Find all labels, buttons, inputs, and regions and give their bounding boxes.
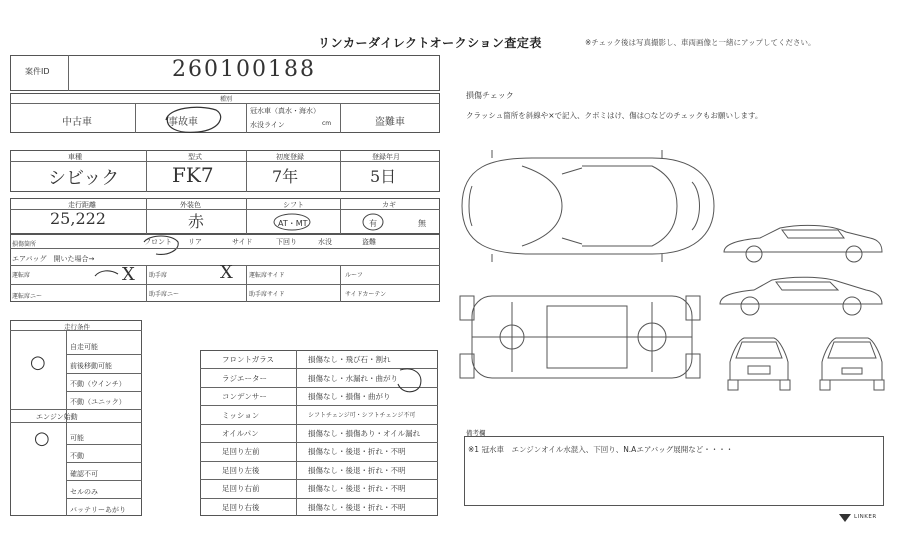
airbag-passenger-knee[interactable]: 助手席ニー <box>149 291 180 298</box>
engine-no[interactable]: 不動 <box>70 452 84 460</box>
check-row-label: オイルパン <box>222 429 259 438</box>
check-row-label: 足回り左前 <box>222 447 260 457</box>
drive-unic[interactable]: 不動（ユニック） <box>70 398 126 406</box>
linker-logo-icon <box>838 512 852 524</box>
damage-rear[interactable]: リア <box>188 238 202 246</box>
check-row-options[interactable]: 損傷なし・後退・折れ・不明 <box>308 484 406 494</box>
check-row-options[interactable]: 損傷なし・水漏れ・曲がり <box>308 373 398 383</box>
check-row-label: 足回り左後 <box>222 465 260 475</box>
check-row-divider <box>200 461 438 462</box>
remarks-label: 備考欄 <box>466 429 486 437</box>
vehicle-reg-header: 初度登録 <box>276 153 304 161</box>
damage-underside[interactable]: 下回り <box>276 238 297 246</box>
check-row-divider <box>200 442 438 443</box>
footer-logo: LINKER <box>854 514 877 520</box>
inspection-title: 損傷チェック <box>466 91 514 100</box>
check-row-divider <box>200 424 438 425</box>
header-note: ※チェック後は写真撮影し、車両画像と一緒にアップしてください。 <box>585 38 816 47</box>
key-yes[interactable]: 有 <box>369 219 377 228</box>
key-no[interactable]: 無 <box>418 219 426 228</box>
shift-header: シフト <box>283 201 304 209</box>
engine-unknown[interactable]: 確認不可 <box>70 470 98 478</box>
drive-header: 走行条件 <box>64 323 90 331</box>
car-side-view-2 <box>716 272 886 318</box>
key-circle-mark <box>360 211 386 233</box>
drive-mark: ○ <box>30 352 46 373</box>
airbag-mark-1: X <box>122 264 135 285</box>
damage-side[interactable]: サイド <box>232 238 253 246</box>
check-row-options[interactable]: 損傷なし・後退・折れ・不明 <box>308 465 406 475</box>
car-front-view <box>722 330 796 392</box>
airbag-driver[interactable]: 運転席 <box>12 272 31 279</box>
damage-label: 損傷箇所 <box>12 241 37 248</box>
damage-flood[interactable]: 水没 <box>318 238 332 246</box>
car-top-view-diagram <box>452 146 722 266</box>
airbag-passenger[interactable]: 助手席 <box>149 272 168 279</box>
check-row-options[interactable]: 損傷なし・損傷・曲がり <box>308 392 391 402</box>
key-header: カギ <box>382 201 396 209</box>
check-row-label: ラジエーター <box>222 373 267 383</box>
form-title: リンカーダイレクトオークション査定表 <box>318 36 542 50</box>
car-underside-diagram <box>452 282 707 392</box>
water-line-label: 水没ライン <box>250 121 285 129</box>
check-row-divider <box>200 479 438 480</box>
mileage-value[interactable]: 25,222 <box>50 209 106 228</box>
drive-move[interactable]: 前後移動可能 <box>70 362 112 370</box>
water-label: 冠水車（真水・海水） <box>250 107 320 115</box>
color-header: 外装色 <box>180 201 201 209</box>
damage-theft[interactable]: 盗難 <box>362 238 376 246</box>
remarks-text: ※1 冠水車 エンジンオイル水混入、下回り、N.Aエアバッグ展開など・・・・ <box>468 445 734 454</box>
drive-winch[interactable]: 不動（ウインチ） <box>70 380 126 388</box>
airbag-mark-2: X <box>220 262 233 283</box>
category-label: 種別 <box>220 96 233 103</box>
airbag-roof[interactable]: ルーフ <box>345 272 363 279</box>
airbag-driver-knee[interactable]: 運転席ニー <box>12 293 43 300</box>
radiator-circle-mark <box>392 364 426 396</box>
check-row-label: コンデンサー <box>222 392 267 402</box>
check-row-divider <box>200 405 438 406</box>
check-row-options[interactable]: 損傷なし・後退・折れ・不明 <box>308 502 406 512</box>
category-accident-car[interactable]: 事故車 <box>168 117 198 128</box>
engine-cell[interactable]: セルのみ <box>70 488 98 496</box>
case-id-value[interactable]: 260100188 <box>172 57 316 82</box>
airbag-passenger-side[interactable]: 助手席サイド <box>249 291 285 298</box>
drive-self[interactable]: 自走可能 <box>70 343 98 351</box>
shift-circle-mark <box>270 211 318 233</box>
inspection-desc: クラッシュ箇所を斜線や×で記入、クボミはけ、傷は○などのチェックもお願いします。 <box>466 111 763 120</box>
engine-ok[interactable]: 可能 <box>70 434 84 442</box>
check-row-divider <box>200 498 438 499</box>
engine-header: エンジン始動 <box>36 413 78 421</box>
accident-circle-mark <box>158 102 228 136</box>
color-value[interactable]: 赤 <box>188 212 205 231</box>
damage-front[interactable]: フロント <box>144 238 172 246</box>
check-row-options[interactable]: シフトチェンジ可・シフトチェンジ不可 <box>308 411 416 419</box>
water-line-unit: cm <box>322 120 332 127</box>
category-stolen-car[interactable]: 盗難車 <box>375 117 405 128</box>
vehicle-type-header: 型式 <box>188 153 202 161</box>
vehicle-regdate-header: 登録年月 <box>372 153 400 161</box>
vehicle-model-header: 車種 <box>68 153 82 161</box>
front-circle-mark <box>138 232 184 258</box>
car-side-view-1 <box>720 220 886 264</box>
check-row-options[interactable]: 損傷なし・損傷あり・オイル漏れ <box>308 429 421 438</box>
category-used-car[interactable]: 中古車 <box>62 117 92 128</box>
shift-value[interactable]: AT・MT <box>278 219 308 228</box>
check-row-label: フロントガラス <box>222 355 275 365</box>
engine-battery[interactable]: バッテリーあがり <box>70 506 126 514</box>
vehicle-reg-value[interactable]: 7年 <box>272 167 299 186</box>
airbag-label: エアバッグ 開いた場合→ <box>12 255 95 263</box>
check-row-label: 足回り右前 <box>222 484 260 494</box>
check-row-label: ミッション <box>222 410 260 420</box>
mileage-header: 走行距離 <box>68 201 96 209</box>
check-row-label: 足回り右後 <box>222 502 260 512</box>
car-rear-view <box>814 330 890 392</box>
airbag-curtain[interactable]: サイドカーテン <box>345 291 387 298</box>
airbag-strike-mark <box>92 266 122 282</box>
check-row-options[interactable]: 損傷なし・飛び石・割れ <box>308 355 391 365</box>
vehicle-regdate-value[interactable]: 5日 <box>370 167 397 186</box>
vehicle-model-value[interactable]: シビック <box>48 168 120 189</box>
engine-mark: ○ <box>34 428 50 449</box>
vehicle-type-value[interactable]: FK7 <box>172 163 214 187</box>
case-id-label: 案件ID <box>25 67 50 76</box>
airbag-driver-side[interactable]: 運転席サイド <box>249 272 285 279</box>
check-row-options[interactable]: 損傷なし・後退・折れ・不明 <box>308 447 406 457</box>
